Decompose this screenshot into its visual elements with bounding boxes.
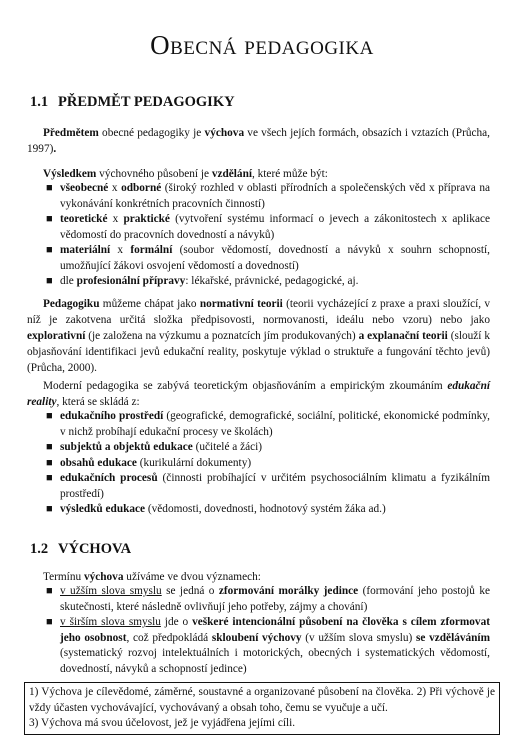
list-item: ■ dle profesionální přípravy: lékařské, právnické, pedagogické, aj. [27,274,490,290]
paragraph-pedagogy-theory: Pedagogiku můžeme chápat jako normativní teorii (teorii vycházející z praxe a praxi sloužící, v níž je zakotvena určitá složka předpisovosti, normovanosti, ideálu nebo vzoru) nebo jako explorativní (je založena na výzkumu a poznatcích jím produkovaných) a explanační teorii (slouží k objasňování identifikaci jevů edukační reality, poskytuje výklad o struktuře a fungování těchto jevů) (Průcha, 2000). [27,298,490,374]
education-types-list [27,181,490,290]
paragraph-upbringing-term: Termínu výchova užíváme ve dvou významech: [43,571,261,583]
section-number: 1.1 [30,94,49,110]
list-item: ■ v širším slova smyslu jde o veškeré intencionální působení na člověka s cílem zformovat jeho osobnost, což předpokládá skloubení výchovy (v užším slova smyslu) se vzděláváním (systematický rozvoj intelektuálních i motorických, obecných i systematických vědomostí, dovedností, návyků a schopností jedince) [46,616,490,675]
text: ve všech jejích formách, obsazích i vztazích (Průcha, 1997) [27,127,490,155]
paragraph-result [27,166,490,182]
text: výchovného působení je [96,168,212,180]
term: Výsledkem [43,168,97,180]
page-title: Obecná pedagogika [150,30,374,60]
text: obecné pedagogiky je [98,127,205,139]
section-title: PŘEDMĚT PEDAGOGIKY [58,94,235,110]
section-number: 1.2 [30,541,49,557]
bullet-icon: ■ [46,441,53,453]
term: Předmětem [43,127,99,139]
bullet-icon: ■ [46,503,53,515]
bullet-icon: ■ [46,456,53,469]
term: vzdělání [211,168,252,180]
bullet-icon: ■ [46,275,53,287]
section-title: VÝCHOVA [58,541,132,557]
list-item: ■ subjektů a objektů edukace (učitelé a žáci) [27,440,490,456]
term: výchova [204,127,245,139]
educational-reality-list [27,409,490,518]
paragraph-modern-pedagogy: Moderní pedagogika se zabývá teoretickým objasňováním a empirickým zkoumáním edukační reality, která se skládá z: [27,380,490,408]
bullet-icon: ■ [46,585,53,597]
list-item: ■ edukačních procesů (činnosti probíhající v určitém psychosociálním klimatu a fyzikálním prostředí) [46,472,490,500]
section-heading-2 [30,541,131,558]
list-item: ■ výsledků edukace (vědomosti, dovednosti, hodnotový systém žáka ad.) [27,502,490,518]
upbringing-meaning-list [27,584,490,677]
section-heading-1 [30,94,235,111]
list-item: ■ materiální x formální (soubor vědomostí, dovedností a návyků x souhrn schopností, umožňující žákovi osvojení vědomostí a dovedností) [46,244,490,272]
summary-box [24,682,500,735]
list-item: ■ obsahů edukace (kurikulární dokumenty) [27,456,490,472]
summary-line: 3) Výchova má svou účelovost, jež je vyjádřena jejími cíli. [29,717,296,729]
list-item: ■ teoretické x praktické (vytvoření systému informací o jevech a zákonitostech x aplikace vědomostí do pracovních dovedností a návyků) [46,213,491,241]
bullet-icon: ■ [46,616,53,628]
bullet-icon: ■ [46,182,53,194]
bullet-icon: ■ [46,213,53,225]
list-item: ■ edukačního prostředí (geografické, demografické, sociální, politické, ekonomické podmínky, v nichž probíhají edukační procesy ve školách) [46,410,490,438]
bullet-icon: ■ [46,410,53,422]
paragraph-subject [27,125,490,157]
summary-line: 1) Výchova je cílevědomé, záměrné, soustavné a organizované působení na člověka. 2) Při výchově je vždy účasten vychovávající, vychovávaný a obsah toho, čemu se vyučuje a učí. [29,686,495,714]
text: , které může být: [252,168,328,180]
bullet-icon: ■ [46,472,53,484]
list-item: ■ v užším slova smyslu se jedná o zformování morálky jedince (formování jeho postojů ke skutečnosti, které následně ovlivňují jeho potřeby, zájmy a chování) [46,585,491,613]
text: . [53,143,57,155]
list-item: ■ všeobecné x odborné (široký rozhled v oblasti přírodních a společenských věd x příprava na vykonávání konkrétních pracovních činností) [46,182,491,210]
bullet-icon: ■ [46,244,53,256]
